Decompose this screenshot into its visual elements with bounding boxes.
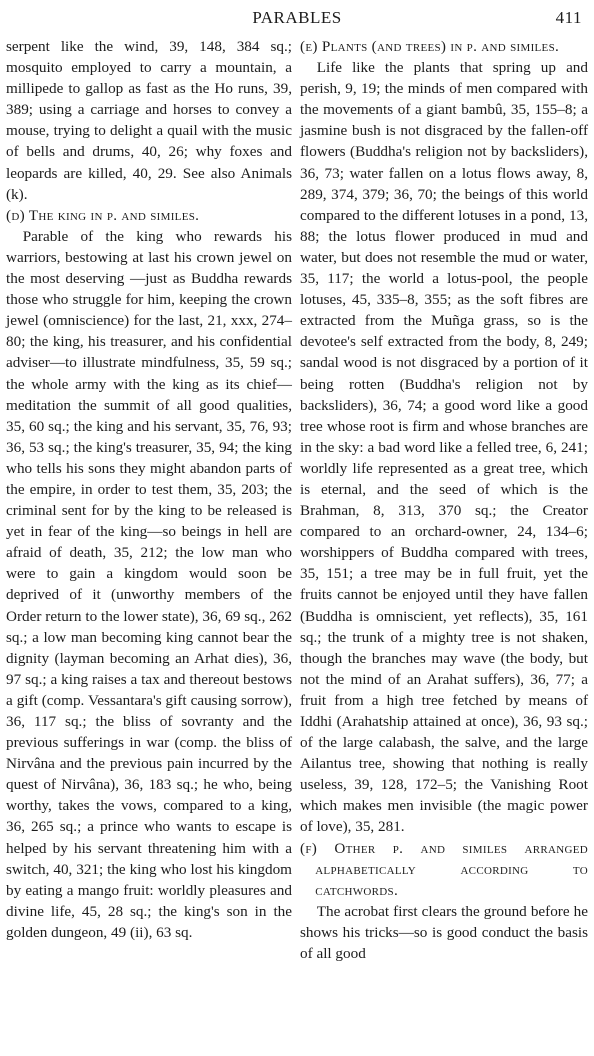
left-column xyxy=(6,36,292,943)
right-column xyxy=(300,36,588,964)
entry-paragraph: Parable of the king who rewards his warriors, bestowing at last his crown jewel on the most deserving —just as Buddha rewards those who struggle for him, keeping the crown jewel (omniscience) for the last, 21, xxx, 274–80; the king, his treasurer, and his confidential adviser—to illustrate mindfulness, 35, 59 sq.; the whole army with the king as its chief—meditation the summit of all good qualities, 35, 60 sq.; the king and his servant, 35, 76, 93; 36, 53 sq.; the king's treasurer, 35, 94; the king who tells his sons they might abandon parts of the empire, in order to test them, 35, 203; the criminal sent for by the king to be released is yet in fear of the king—so beings in hell are afraid of death, 35, 212; the low man who were to gain a kingdom would soon be deprived of it (unworthy members of the Order return to the lower state), 36, 69 sq., 262 sq.; a low man becoming king cannot bear the dignity (layman becoming an Arhat dies), 36, 97 sq.; a king raises a tax and thereout bestows a gift (comp. Vessantara's gift causing sorrow), 36, 117 sq.; the bliss of sovranty and the previous sufferings in war (comp. the bliss of Nirvâna and the previous pain incurred by the quest of Nirvâna), 36, 183 sq.; he who, being worthy, takes the vows, compared to a king, 36, 265 sq.; a prince who wants to escape is helped by his servant threatening him with a switch, 40, 321; the king who lost his kingdom by eating a mango fruit: worldly pleasures and divine life, 45, 28 sq.; the king's son in the golden dungeon, 49 (ii), 63 sq. xyxy=(6,227,292,941)
page-number: 411 xyxy=(555,8,582,27)
entry-paragraph: Life like the plants that spring up and perish, 9, 19; the minds of men compared with the movements of a giant bambû, 35, 155–8; a jasmine bush is not disgraced by the fallen-off flowers (Buddha's religion not by backsliders), 36, 73; water fallen on a lotus flows away, 8, 289, 374, 379; 36, 70; the beings of this world compared to the different lotuses in a pond, 13, 88; the lotus flower produced in mud and water, but does not resemble the mud or water, 35, 117; the world a lotus-pool, the people lotuses, 45, 335–8, 355; as the soft fibres are extracted from the Muñga grass, so is the devotee's self extracted from the body, 8, 249; sandal wood is not disgraced by a portion of it being rotten (Buddha's religion not by backsliders), 36, 74; a good word like a good tree whose root is firm and whose branches are in the sky: a bad word like a felled tree, 6, 241; worldly life represented as a great tree, which is eternal, and the seed of which is the Brahman, 8, 313, 370 sq.; the Creator compared to an orchard-owner, 24, 134–6; worshippers of Buddha compared with trees, 35, 151; a tree may be in full fruit, yet the fruits cannot be enjoyed until they have fallen (Buddha is omniscient, yet reflects), 35, 161 sq.; the trunk of a mighty tree is not shaken, though the branches may wave (the body, but not the mind of an Arahat suffers), 36, 77; a fruit from a high tree fetched by means of Iddhi (Arahatship attained at once), 36, 93 sq.; of the large calabash, the salve, and the large Ailantus tree, showing that nothing is really useless, 39, 128, 172–5; the Vanishing Root which makes men invisible (the magic power of love), 35, 281. xyxy=(300,59,588,836)
running-header xyxy=(8,8,586,30)
entry-paragraph: The acrobat first clears the ground before he shows his tricks—so is good conduct the basis of all good xyxy=(300,902,588,963)
page-title: PARABLES xyxy=(252,8,342,27)
section-heading-e: (e) Plants (and trees) in p. and similes. xyxy=(300,38,560,55)
entry-continuation: serpent like the wind, 39, 148, 384 sq.; mosquito employed to carry a mountain, a millipede to gallop as fast as the Ho runs, 39, 389; using a carriage and horses to convey a mouse, trying to delight a quail with the music of bells and drums, 40, 26; why foxes and leopards are killed, 40, 29. See also Animals (k). xyxy=(6,38,292,203)
section-heading-f: (f) Other p. and similes arranged alphabetically according to catchwords. xyxy=(300,839,588,899)
section-heading-d: (d) The king in p. and similes. xyxy=(6,206,200,224)
